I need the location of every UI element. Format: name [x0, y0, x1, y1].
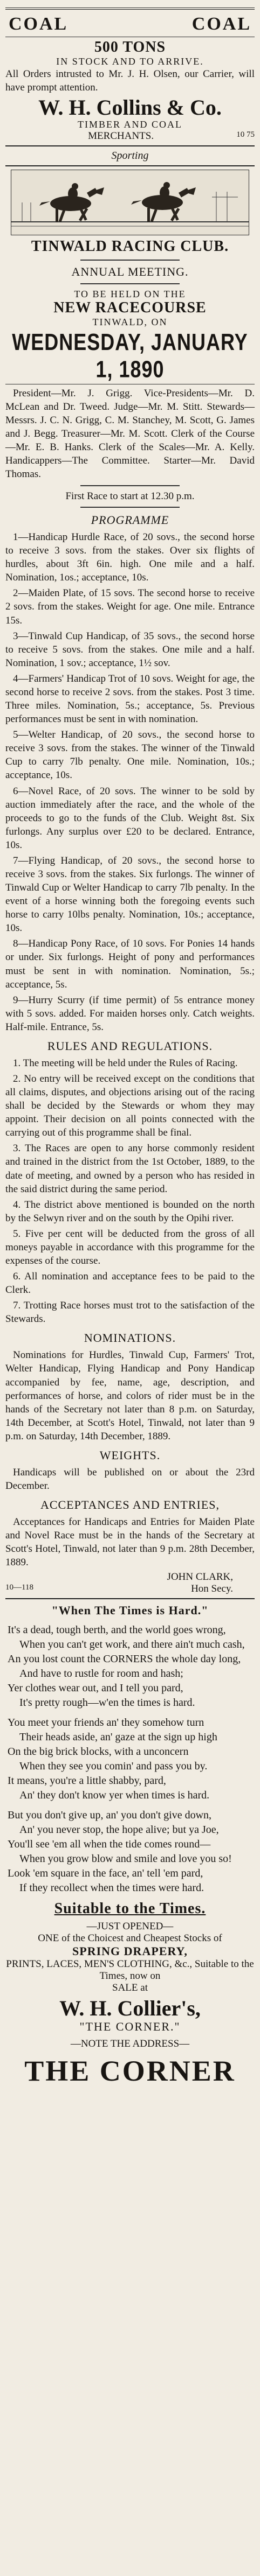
divider: [5, 165, 255, 166]
sporting-label: Sporting: [111, 149, 149, 162]
rules-item: 4. The district above mentioned is bounded on the north by the Selwyn river and on the south by the Opihi river.: [5, 1199, 255, 1224]
collier-stock: ONE of the Choicest and Cheapest Stocks of: [38, 1933, 222, 1944]
racing-meeting: ANNUAL MEETING.: [71, 264, 189, 278]
collier-address-big: THE CORNER: [24, 2055, 236, 2088]
coal-headline-left: COAL: [9, 14, 69, 34]
collier-advert: [5, 1901, 255, 2088]
acceptances-role: Hon Secy.: [191, 1583, 233, 1595]
poem-line: An you lost count the CORNERS the whole day long,: [8, 1653, 241, 1665]
racing-date: WEDNESDAY, JANUARY 1, 1890: [12, 328, 248, 382]
poem-line: Their heads aside, an' gaze at the sign up high: [19, 1731, 217, 1744]
racing-title: TINWALD RACING CLUB.: [31, 237, 229, 255]
coal-advert: [5, 8, 255, 146]
programme-title: PROGRAMME: [91, 513, 169, 527]
poem-stanza: [5, 1716, 255, 1803]
coal-stock: IN STOCK AND TO ARRIVE.: [56, 55, 204, 67]
acceptances-signer: JOHN CLARK,: [167, 1571, 233, 1583]
poem-line: It's pretty rough—w'en the times is hard.: [19, 1697, 195, 1709]
poem-line: Yer clothes wear out, and I tell you pard,: [8, 1682, 183, 1695]
collier-drapery: SPRING DRAPERY,: [72, 1944, 188, 1958]
coal-firm: W. H. Collins & Co.: [38, 95, 222, 120]
divider: [80, 507, 180, 508]
poem-line: If they recollect when the times were hard.: [19, 1882, 204, 1894]
weights-text: Handicaps will be published on or about the 23rd December.: [5, 1466, 255, 1492]
rules-item: 2. No entry will be received except on the conditions that all claims, disputes, and objections arising out of the racing shall be decided by the Stewards or whom they may appoint. Their decision on all points connected with the carrying out of this programme shall be final.: [5, 1073, 255, 1139]
programme-item: 4—Farmers' Handicap Trot of 10 sovs. Weight for age, the second horse to receive 2 sovs. from the stakes. Post 3 time. Three miles. Nomination, 5s.; acceptance, 5s. Previous performances must be sent in with nomination.: [5, 673, 255, 725]
poem-line: You meet your friends an' they somehow turn: [8, 1717, 204, 1729]
collier-firm: W. H. Collier's,: [59, 1996, 201, 2021]
poem-line: And have to rustle for room and hash;: [19, 1668, 183, 1680]
programme-item: 2—Maiden Plate, of 15 sovs. The second horse to receive 2 sovs. from the stakes. Weight for age. One mile. Entrance 15s.: [5, 587, 255, 626]
acceptances-title: ACCEPTANCES AND ENTRIES,: [40, 1498, 220, 1512]
poem-line: Look 'em square in the face, an' tell 'em pard,: [8, 1867, 203, 1880]
divider: [5, 8, 255, 10]
rules-item: 3. The Races are open to any horse commonly resident and trained in the district from the 1st October, 1889, to the date of meeting, and owned by a person who has resided in the said district during the same period.: [5, 1143, 255, 1195]
racing-course: NEW RACECOURSE: [53, 299, 207, 316]
poem-section: [5, 1604, 255, 1895]
collier-note: —NOTE THE ADDRESS—: [70, 2038, 190, 2050]
poem-line: An' they don't know yer when times is hard.: [19, 1789, 210, 1802]
programme-item: 8—Handicap Pony Race, of 10 sovs. For Ponies 14 hands or under. Six furlongs. Height of pony and performances must be sent in with nomination. Nomination, 5s.; acceptance, 5s.: [5, 938, 255, 990]
coal-orders: All Orders intrusted to Mr. J. H. Olsen, our Carrier, will have prompt attention.: [5, 68, 255, 93]
rules-item: 1. The meeting will be held under the Rules of Racing.: [13, 1057, 238, 1069]
racing-first-race: First Race to start at 12.30 p.m.: [65, 491, 195, 502]
divider: [80, 283, 180, 284]
poem-line: When you grow blow and smile and love you so!: [19, 1853, 232, 1865]
coal-trade: TIMBER AND COAL: [77, 118, 182, 130]
poem-line: It means, you're a little shabby, pard,: [8, 1775, 166, 1787]
programme-item: 9—Hurry Scurry (if time permit) of 5s entrance money with 5 sovs. added. For maiden horses only. Catch weights. Half-mile. Entrance, 5s.: [5, 994, 255, 1033]
poem-title: "When The Times is Hard.": [51, 1604, 209, 1618]
racehorse-illustration: [11, 170, 249, 235]
collier-suitable: Suitable to the Times.: [54, 1900, 206, 1917]
poem-line: You'll see 'em all when the tide comes round—: [8, 1838, 211, 1851]
acceptances-text: Acceptances for Handicaps and Entries for Maiden Plate and Novel Race must be in the hands of the Secretary at Scott's Hotel, Tinwald, not later than 9 p.m. 28th December, 1889.: [5, 1516, 255, 1569]
coal-headline-right: COAL: [191, 14, 251, 34]
poem-stanza: [5, 1623, 255, 1710]
coal-headline: [5, 14, 255, 34]
divider: [80, 260, 180, 261]
divider: [5, 1598, 255, 1599]
programme-item: 7—Flying Handicap, of 20 sovs., the second horse to receive 3 sovs. from the stakes. Six furlongs. The winner of Tinwald Cup or Welter Handicap to carry 7lb penalty. In the event of a horse winning both the foregoing events such horse to carry 10lbs penalty. Nomination, 10s.; acceptance, 10s.: [5, 855, 255, 934]
coal-merchants-line: [5, 130, 255, 142]
programme-item: 1—Handicap Hurdle Race, of 20 sovs., the second horse to receive 3 sovs. from the stakes. Over six flights of hurdles, about 3ft 6in. high. One mile and a half. Nomination, 1os.; acceptance, 10s.: [5, 531, 255, 584]
poem-line: It's a dead, tough berth, and the world goes wrong,: [8, 1624, 226, 1636]
racing-officials: President—Mr. J. Grigg. Vice-Presidents—Mr. D. McLean and Dr. Tweed. Judge—Mr. M. Stitt. Stewards—Messrs. J. C. N. Grigg, C. M. Stanchey, M. Scott, G. James and J. Begg. Treasurer—Mr. M. Scott. Clerk of the Course—Mr. E. B. Hanks. Clerk of the Scales—Mr. A. Kelly. Handicappers—The Committee. Starter—Mr. David Thomas.: [5, 387, 255, 480]
divider: [80, 485, 180, 486]
acceptances-ref: 10—118: [5, 1583, 33, 1592]
acceptances-footer: [5, 1583, 255, 1595]
poem-line: An' you never stop, the hope alive; but ya Joe,: [19, 1824, 219, 1836]
racing-advert: [5, 170, 255, 1599]
coal-tons: 500 TONS: [94, 39, 166, 55]
poem-line: When they see you comin' and pass you by.: [19, 1760, 208, 1773]
divider: [5, 145, 255, 146]
collier-opened: —JUST OPENED—: [86, 1921, 174, 1933]
poem-stanza: [5, 1808, 255, 1895]
collier-sale: SALE at: [112, 1982, 148, 1994]
collier-the-corner: "THE CORNER.": [79, 2020, 181, 2034]
rules-item: 7. Trotting Race horses must trot to the satisfaction of the Stewards.: [5, 1300, 255, 1325]
racing-held-on: TO BE HELD ON THE: [74, 288, 186, 299]
rules-item: 6. All nomination and acceptance fees to be paid to the Clerk.: [5, 1271, 255, 1296]
weights-title: WEIGHTS.: [99, 1448, 161, 1462]
poem-line: On the big brick blocks, with a unconcern: [8, 1746, 189, 1758]
poem-line: When you can't get work, and there ain't much cash,: [19, 1639, 245, 1651]
programme-item: 5—Welter Handicap, of 20 sovs., the second horse to receive 3 sovs. from the stakes. The winner of the Tinwald Cup to carry 7lb penalty. One mile. Nomination, 10s.; acceptance, 10s.: [5, 729, 255, 781]
poem-line: But you don't give up, an' you don't give down,: [8, 1809, 212, 1822]
coal-merchants: MERCHANTS.: [88, 130, 154, 142]
coal-ref: 10 75: [236, 130, 255, 139]
nominations-title: NOMINATIONS.: [84, 1331, 176, 1345]
racehorse-icon: [11, 170, 249, 235]
programme-item: 3—Tinwald Cup Handicap, of 35 sovs., the second horse to receive 5 sovs. from the stakes. One mile and a half. Nomination, 1 sov.; acceptance, 1½ sov.: [5, 630, 255, 669]
racing-place: TINWALD, ON: [92, 316, 168, 327]
collier-prints: PRINTS, LACES, MEN'S CLOTHING, &c., Suitable to the Times, now on: [6, 1958, 254, 1982]
rules-title: RULES AND REGULATIONS.: [47, 1039, 213, 1053]
rules-item: 5. Five per cent will be deducted from the gross of all moneys payable in accordance with this programme for the expenses of the course.: [5, 1228, 255, 1266]
nominations-text: Nominations for Hurdles, Tinwald Cup, Farmers' Trot, Welter Handicap, Flying Handicap and Pony Handicap accompanied by fee, name, age, description, and performances of horse, and colors of rider must be in the hands of the Secretary not later than 8 p.m. on Saturday, 14th December, at Scott's Hotel, Tinwald, not later than 9 p.m. on Saturday, 14th December, 1889.: [5, 1349, 255, 1442]
programme-item: 6—Novel Race, of 20 sovs. The winner to be sold by auction immediately after the race, and the whole of the proceeds to go to the funds of the Club. Weight 8st. Six furlongs. Any surplus over £20 to be declared. Entrance, 10s.: [5, 785, 255, 851]
